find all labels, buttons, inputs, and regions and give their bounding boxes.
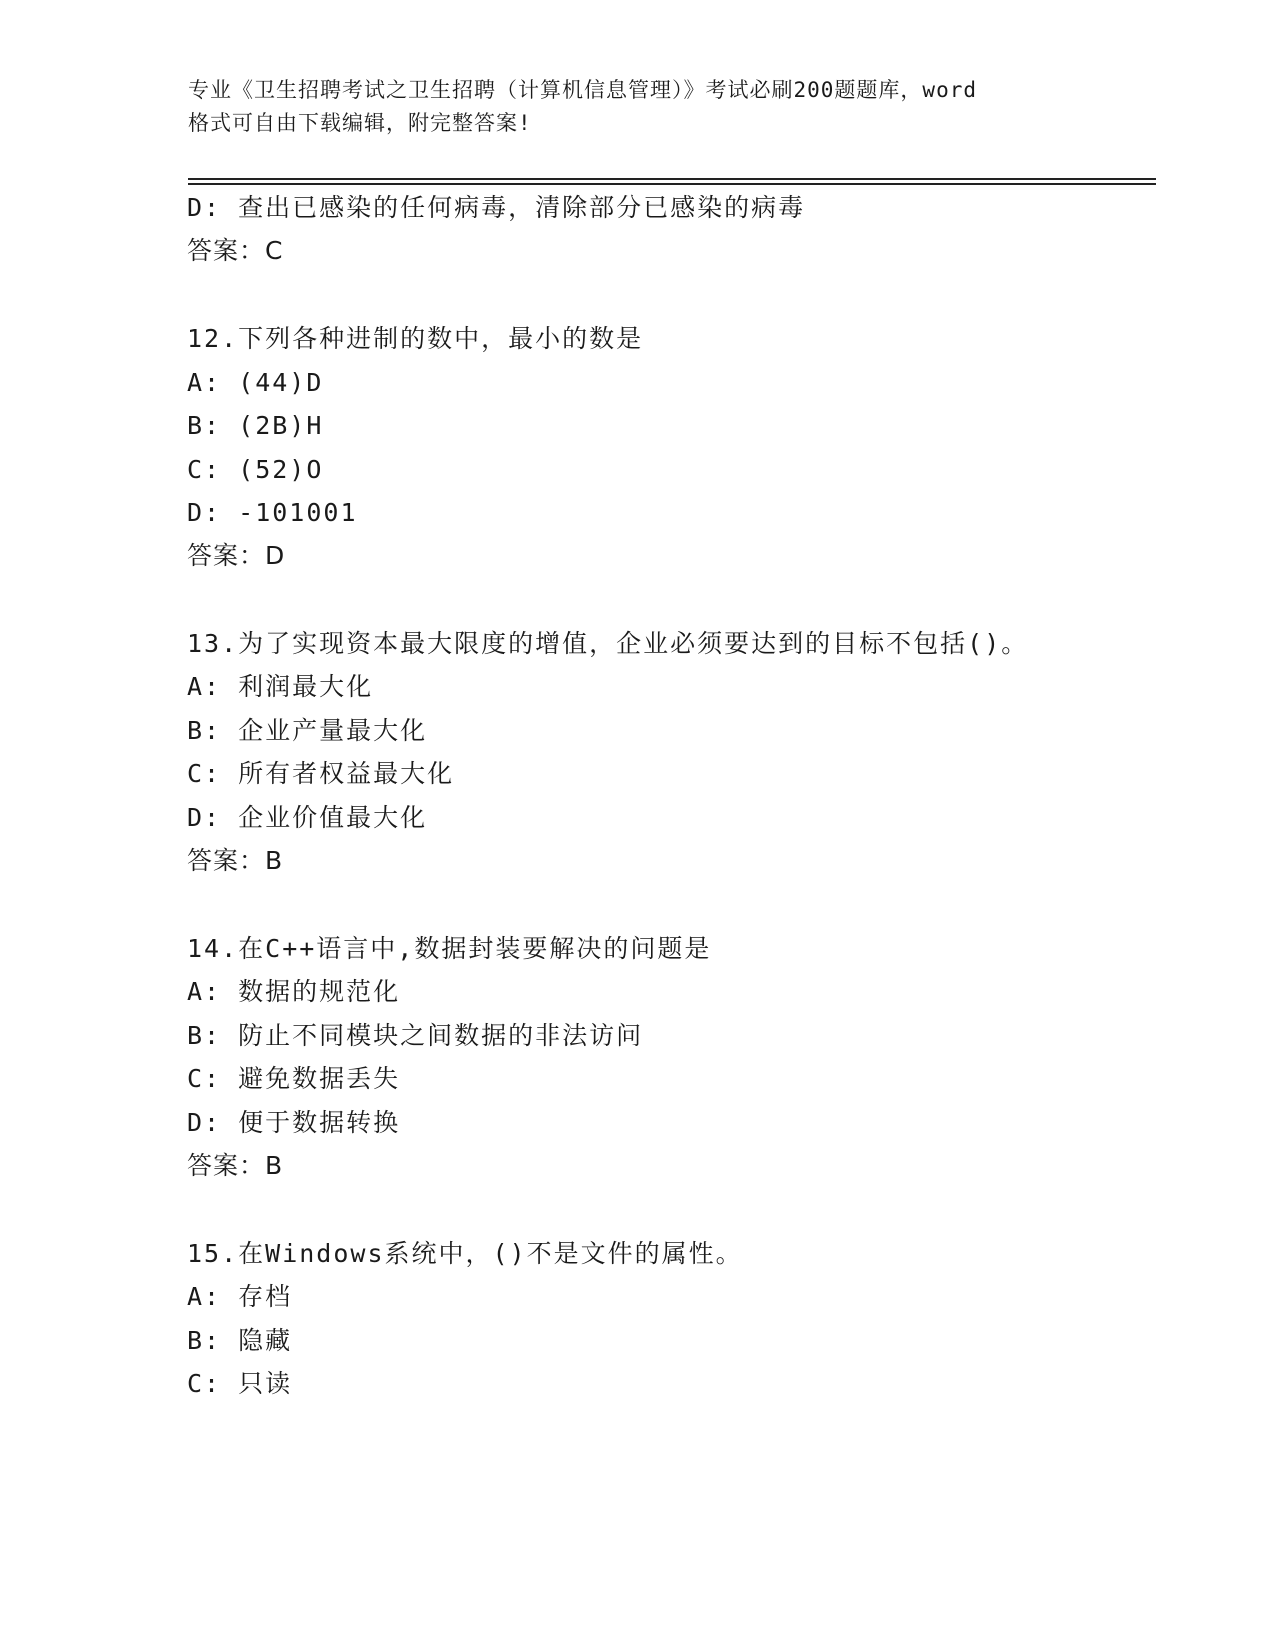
question-stem: 15.在Windows系统中，()不是文件的属性。 [187, 1239, 743, 1268]
question-stem: 14.在C++语言中,数据封装要解决的问题是 [187, 934, 712, 963]
question-stem: 12.下列各种进制的数中，最小的数是 [187, 324, 644, 353]
header-divider-top [188, 178, 1156, 180]
answer: 答案：B [187, 1151, 284, 1180]
option-b: B: 防止不同模块之间数据的非法访问 [187, 1021, 644, 1050]
option-d: D: 企业价值最大化 [187, 803, 428, 832]
document-header [188, 74, 1088, 140]
option-d: D: -101001 [187, 498, 358, 527]
answer: 答案：C [187, 236, 284, 265]
option-a: A: 数据的规范化 [187, 977, 401, 1006]
option-a: A: 利润最大化 [187, 672, 374, 701]
option-b: B: (2B)H [187, 411, 324, 440]
option-d: D: 便于数据转换 [187, 1108, 401, 1137]
option-a: A: 存档 [187, 1282, 293, 1311]
option-b: B: 隐藏 [187, 1326, 293, 1355]
answer: 答案：B [187, 846, 284, 875]
option-c: C: (52)O [187, 455, 324, 484]
header-divider-bottom [188, 183, 1156, 185]
question-stem: 13.为了实现资本最大限度的增值，企业必须要达到的目标不包括()。 [187, 629, 1029, 658]
option-d: D: 查出已感染的任何病毒，清除部分已感染的病毒 [187, 193, 806, 222]
option-c: C: 避免数据丢失 [187, 1064, 401, 1093]
option-a: A: (44)D [187, 368, 324, 397]
answer: 答案：D [187, 541, 286, 570]
header-title-line-1: 专业《卫生招聘考试之卫生招聘（计算机信息管理）》考试必刷200题题库，word [188, 78, 977, 102]
header-title-line-2: 格式可自由下载编辑，附完整答案! [188, 111, 532, 135]
option-b: B: 企业产量最大化 [187, 716, 428, 745]
option-c: C: 所有者权益最大化 [187, 759, 455, 788]
option-c: C: 只读 [187, 1369, 293, 1398]
